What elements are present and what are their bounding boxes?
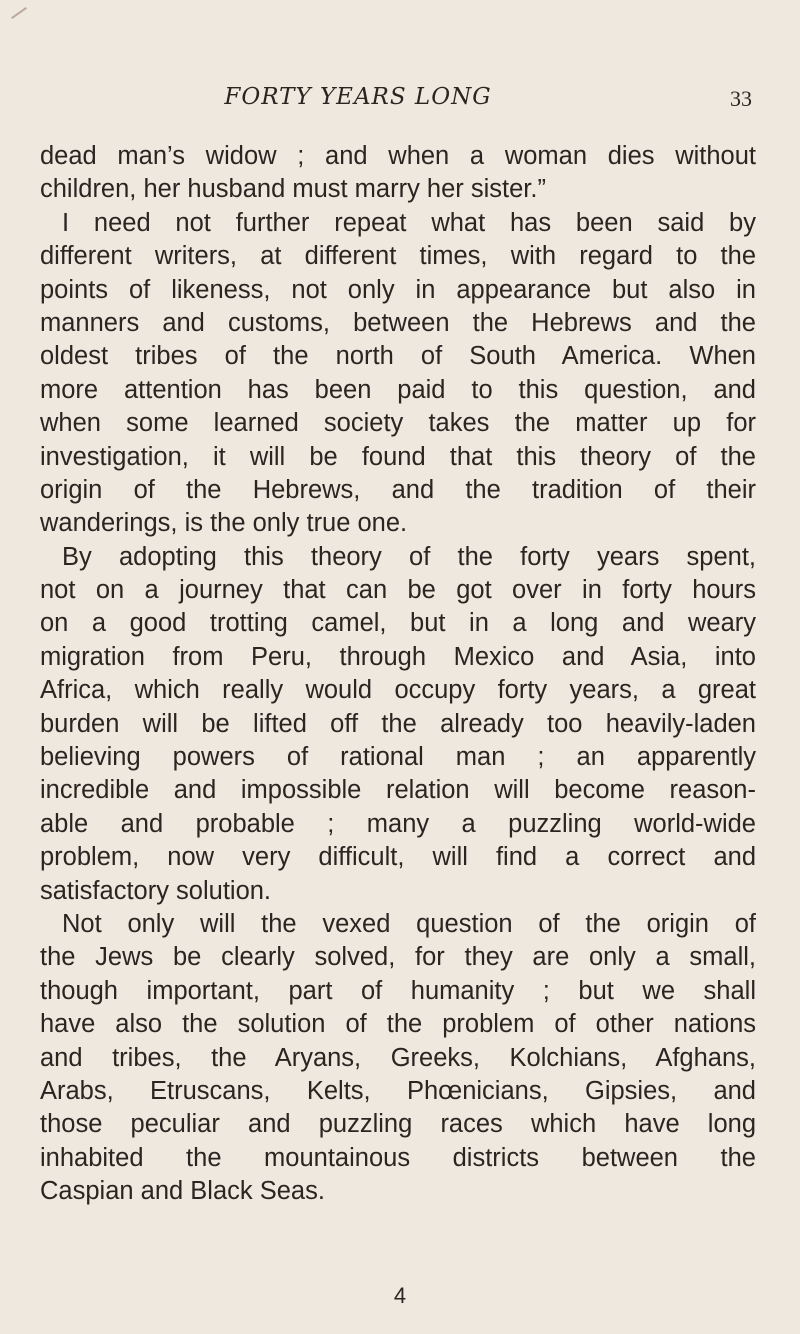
text-line: I need not further repeat what has been said by	[62, 208, 756, 237]
text-line: dead man’s widow ; and when a woman dies without	[40, 142, 756, 170]
text-line: satisfactory solution.	[40, 876, 272, 905]
text-line: more attention has been paid to this question, and	[40, 375, 756, 404]
text-line: burden will be lifted off the already too heavily-laden	[40, 709, 756, 738]
signature-mark: 4	[393, 1283, 407, 1308]
text-line: investigation, it will be found that this theory of the	[40, 442, 756, 471]
text-line: Not only will the vexed question of the origin of	[62, 909, 756, 938]
text-line: inhabited the mountainous districts between the	[40, 1143, 756, 1172]
text-line: Caspian and Black Seas.	[40, 1177, 325, 1206]
text-line: when some learned society takes the matter up for	[40, 409, 756, 438]
text-line: able and probable ; many a puzzling world-wide	[40, 809, 756, 838]
body-text	[40, 140, 756, 1209]
text-line: incredible and impossible relation will become reason-	[40, 776, 756, 805]
text-line: on a good trotting camel, but in a long and weary	[40, 609, 756, 638]
text-line: oldest tribes of the north of South America. When	[40, 342, 756, 371]
running-title: FORTY YEARS LONG	[224, 84, 492, 110]
text-line: problem, now very difficult, will find a correct and	[40, 843, 756, 872]
text-line: migration from Peru, through Mexico and Asia, into	[40, 642, 756, 671]
text-line: children, her husband must marry her sister.”	[40, 175, 546, 204]
text-line: different writers, at different times, with regard to the	[40, 242, 756, 271]
text-line: though important, part of humanity ; but we shall	[40, 976, 756, 1005]
text-line: points of likeness, not only in appearance but also in	[40, 275, 756, 304]
page-number: 33	[730, 86, 752, 111]
text-line: believing powers of rational man ; an apparently	[40, 743, 756, 772]
text-line: those peculiar and puzzling races which have long	[40, 1110, 756, 1139]
text-line: origin of the Hebrews, and the tradition of their	[40, 475, 756, 504]
text-line: and tribes, the Aryans, Greeks, Kolchians, Afghans,	[40, 1043, 756, 1072]
text-line: manners and customs, between the Hebrews and the	[40, 308, 756, 337]
text-line: the Jews be clearly solved, for they are only a small,	[40, 943, 756, 972]
text-line: Arabs, Etruscans, Kelts, Phœnicians, Gipsies, and	[40, 1076, 756, 1105]
corner-mark	[11, 7, 27, 19]
text-line: Africa, which really would occupy forty years, a great	[40, 676, 756, 705]
text-line: have also the solution of the problem of other nations	[40, 1010, 756, 1039]
text-line: not on a journey that can be got over in forty hours	[40, 576, 756, 605]
text-line: wanderings, is the only true one.	[40, 509, 408, 538]
page-header	[40, 84, 752, 114]
text-line: By adopting this theory of the forty years spent,	[62, 542, 756, 571]
